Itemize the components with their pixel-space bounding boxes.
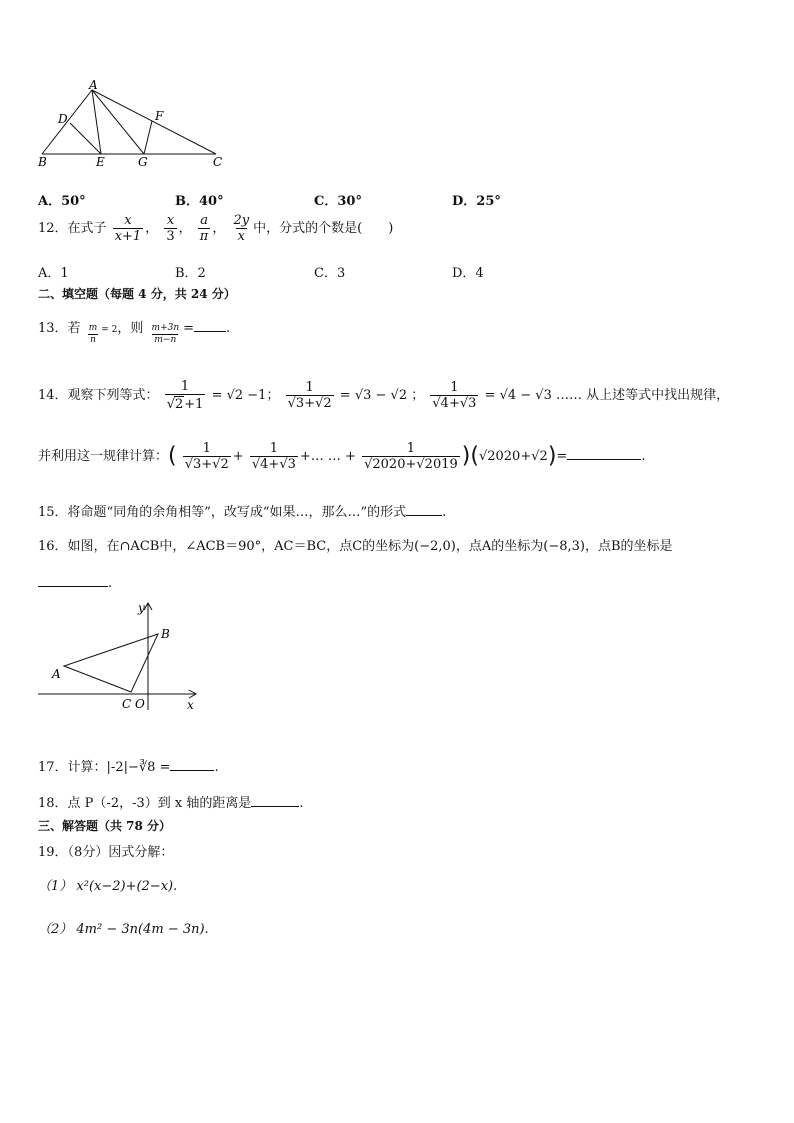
question-18: 18．点 P（-2，-3）到 x 轴的距离是 .: [38, 796, 304, 811]
question-14-line-2: 并利用这一规律计算：( $\frac{1}{√3+√2}$ + $\frac{1}{√4+√3}$ +… … + $\frac{1}{√2020+√2019}$ )(√2020+√2)= .: [38, 441, 646, 472]
edge-ac: [92, 90, 216, 154]
label-b: B: [38, 155, 47, 169]
q12-option-a: A．1: [38, 266, 69, 281]
label-d: D: [58, 112, 68, 126]
q11-option-c: C．30°: [314, 194, 362, 209]
q16-answer-blank[interactable]: [38, 574, 108, 587]
triangle-figure: [30, 78, 230, 170]
label-g: G: [138, 155, 148, 169]
section-2-heading: 二、填空题（每题 4 分，共 24 分）: [38, 287, 236, 301]
label-a: A: [52, 667, 61, 681]
triangle-acb: [64, 634, 158, 692]
question-19-part-1: （1） x²(x−2)+(2−x).: [38, 879, 178, 894]
q15-answer-blank[interactable]: [406, 503, 442, 516]
label-c: C: [122, 697, 132, 711]
question-19-part-2: （2） 4m² − 3n(4m − 3n).: [38, 922, 209, 937]
question-12: 12．在式子 $\frac{x}{x+1}$ ， $\frac{x}{3}$ ， $\frac{a}{\pi}$ ， $\frac{2y}{x}$ 中，分式的个数是( ): [38, 213, 394, 244]
q13-answer-blank[interactable]: [194, 319, 226, 332]
label-a: A: [89, 78, 98, 92]
question-13: 13．若 $\frac{m}{n}$ = 2，则 $\frac{m+3n}{m-n}$ = .: [38, 321, 231, 345]
q18-answer-blank[interactable]: [251, 794, 299, 807]
question-19-title: 19．（8分）因式分解：: [38, 845, 174, 860]
question-14-line-1: 14．观察下列等式： $\frac{1}{√2+1}$ = √2 −1； $\frac{1}{√3+√2}$ = √3 − √2 ； $\frac{1}{√4+√3}$ = √4 − √3 …… 从上述等式中找出规律，: [38, 379, 730, 412]
coordinate-figure: [30, 598, 210, 718]
q12-option-b: B．2: [175, 266, 206, 281]
question-16-answer-line: .: [38, 574, 112, 590]
q11-option-d: D．25°: [452, 194, 501, 209]
q11-option-b: B．40°: [175, 194, 224, 209]
label-x: x: [187, 698, 194, 712]
label-y: y: [138, 601, 145, 615]
section-3-heading: 三、解答题（共 78 分）: [38, 819, 172, 833]
edge-de: [70, 123, 101, 154]
label-f: F: [155, 109, 164, 123]
q17-answer-blank[interactable]: [170, 758, 214, 771]
label-c: C: [213, 155, 223, 169]
q11-option-a: A．50°: [38, 194, 86, 209]
edge-fg: [144, 121, 152, 154]
q12-option-c: C．3: [314, 266, 346, 281]
question-15: 15．将命题“同角的余角相等”，改写成“如果…，那么…”的形式 .: [38, 505, 447, 520]
label-o: O: [135, 697, 145, 711]
label-b: B: [161, 627, 170, 641]
q12-option-d: D．4: [452, 266, 484, 281]
label-e: E: [96, 155, 105, 169]
question-17: 17．计算：|-2|−∛8 = .: [38, 760, 219, 775]
question-16: 16．如图，在∩ACB中，∠ACB＝90°，AC＝BC，点C的坐标为(−2,0)，点A的坐标为(−8,3)，点B的坐标是: [38, 539, 673, 554]
q14-answer-blank[interactable]: [567, 447, 641, 460]
